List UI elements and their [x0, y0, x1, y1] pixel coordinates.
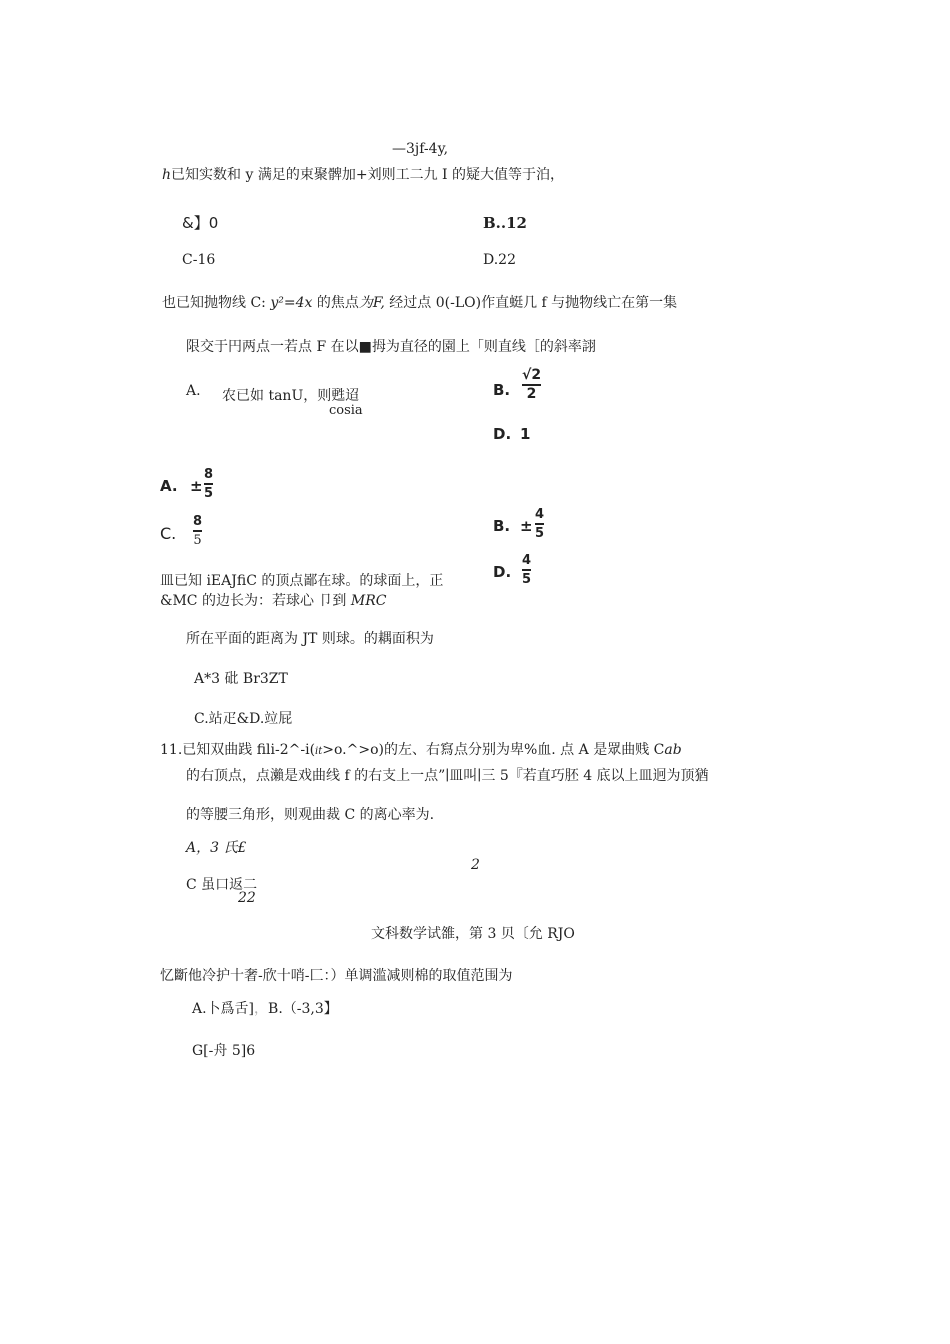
question-9-stem-line1	[162, 294, 677, 312]
q9-text-a: 也已知抛物线 C:	[162, 295, 271, 311]
q9-equation: y²=4x	[270, 295, 313, 311]
q11-text-c: >o.^>o)的左、右寫点分别为卑%血. 点 A 是眾曲贱 C	[322, 742, 665, 758]
q10-triangle: MRC	[350, 593, 387, 609]
question-10-stem-line3: 所在平面的距离为 JT 则球。的耦面积为	[186, 631, 434, 647]
question-12-stem: 忆斷他冷护十奢-欣十哨-匚：）单调滥减则棉的取值范围为	[160, 968, 513, 984]
q11-option-c: C 虽口返二	[186, 877, 258, 893]
q10-options-cd: C.站疋&D.竝屁	[194, 711, 293, 727]
fraction-8-5	[204, 467, 213, 501]
fraction-bar	[522, 569, 531, 571]
q12-option-c: G[-舟 5]6	[192, 1043, 256, 1059]
separator: ，	[254, 1001, 269, 1017]
fraction-denominator: 2	[526, 386, 537, 402]
answer-a-label: A.	[160, 477, 178, 495]
q12-option-b: B.（-3,3】	[268, 1001, 338, 1017]
q11-fragment-2: 2	[471, 857, 480, 873]
fraction-bar	[204, 483, 213, 485]
formula-fragment: —3jf-4y,	[392, 141, 449, 157]
q10-text: &MC 的边长为：若球心 卩到	[160, 593, 351, 609]
sqrt2-over-2-fraction	[522, 368, 541, 402]
q11-fragment-22: 22	[238, 890, 256, 906]
question-10-stem-line1: 皿已知 iEAJfiC 的顶点鄙在球。的球面上，正	[160, 573, 444, 589]
question-9-stem-line2: 限交于円两点一若点 F 在以■拇为直径的園上「则直线［的斜率詡	[186, 339, 596, 355]
question-8-text: 已知实数和 y 满足的束聚髀加+刘则工二九 I 的疑大值等于泊，	[171, 167, 565, 183]
option-c: C-16	[182, 252, 216, 268]
q9-option-a-label: A.	[186, 383, 201, 399]
fraction-bar	[193, 530, 202, 532]
fraction-numerator: 8	[204, 467, 214, 482]
q11-text-b: it	[315, 746, 323, 757]
fraction-numerator: 4	[535, 507, 545, 522]
question-11-stem-line2: 的右顶点，点瀨是戏曲线 f 的右支上一点”∣皿叫∣三 5『若直巧胚 4 底以上皿迥为顶猶	[186, 768, 709, 784]
answer-c-label: C.	[160, 524, 177, 543]
fraction-numerator: √2	[522, 367, 542, 383]
fraction-numerator: 8	[193, 514, 203, 529]
plus-minus-sign: ±	[520, 517, 533, 535]
option-a: &】0	[182, 214, 219, 232]
fraction-bar	[535, 523, 544, 525]
fraction-denominator: 5	[193, 533, 202, 548]
option-b: B..12	[483, 214, 527, 232]
answer-b-label: B.	[493, 517, 511, 535]
fraction-numerator: 4	[522, 553, 532, 568]
fraction-4-5	[522, 553, 531, 587]
q10-options-ab: A*3 砒 Br3ZT	[194, 671, 288, 687]
answer-d-label: D.	[493, 563, 512, 581]
q11-text-a: 11.已知双曲践 fili-2^-i(	[160, 742, 316, 758]
fraction-denominator: 5	[204, 486, 214, 501]
fraction-4-5	[535, 507, 544, 541]
question-10-stem-line2	[160, 592, 386, 610]
question-11-stem-line1	[160, 741, 682, 761]
q9-text-c: 的焦点	[312, 295, 359, 311]
q12-options-ab	[192, 1000, 338, 1018]
question-8-prefix: h	[162, 167, 172, 183]
option-d: D.22	[483, 252, 516, 268]
fraction-denominator: 5	[535, 526, 545, 541]
page-footer: 文科数学试雒，第 3 贝〔允 RJO	[371, 926, 575, 942]
fraction-denominator: 5	[522, 572, 532, 587]
question-8-stem	[162, 166, 564, 184]
q9-option-d-label: D.	[493, 425, 512, 443]
fraction-8-5	[193, 514, 202, 548]
q9-option-b-label: B.	[493, 381, 511, 399]
q9-option-d-value: 1	[520, 425, 531, 443]
q9-text-d: 为F,	[358, 295, 385, 311]
q11-option-a: A，3 氏£	[186, 840, 247, 856]
embedded-question-denominator: cosia	[329, 403, 363, 418]
q12-option-a: A.卜爲舌]	[192, 1001, 255, 1017]
q9-text-e: 经过点 0(-LO)作直蜓几 f 与抛物线亡在第一集	[384, 295, 678, 311]
q11-text-d: ab	[664, 742, 682, 758]
embedded-question-text: 农已如 tanU，则甦迢	[222, 388, 360, 404]
plus-minus-sign: ±	[190, 477, 203, 495]
question-11-stem-line3: 的等腰三角形，则观曲裁 C 的离心率为.	[186, 807, 435, 823]
